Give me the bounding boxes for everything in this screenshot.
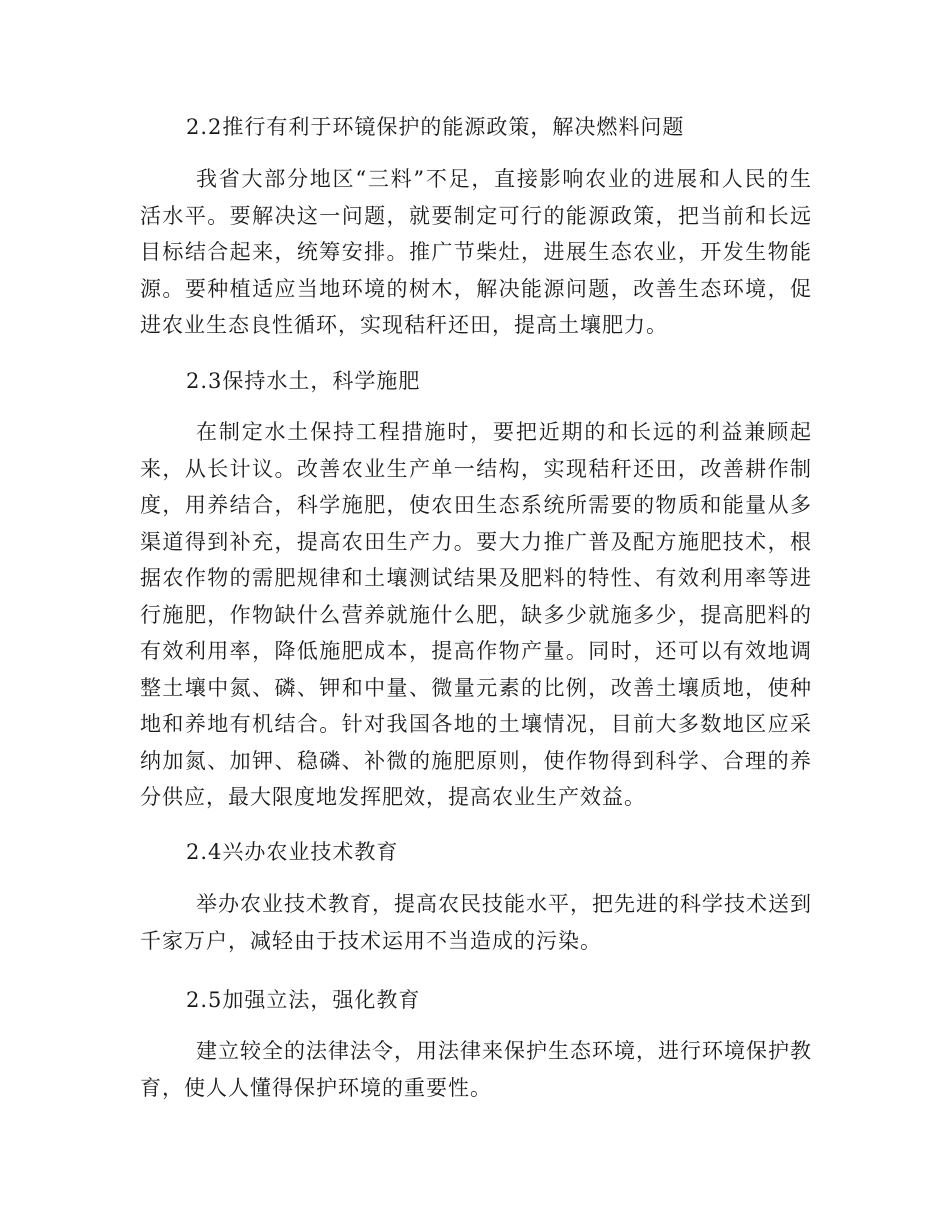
section-heading-2-2: 2.2推行有利于环镜保护的能源政策，解决燃料问题	[186, 115, 685, 139]
section-heading-2-5: 2.5加强立法，强化教育	[186, 988, 421, 1012]
section-paragraph-2-2: 我省大部分地区“三料”不足，直接影响农业的进展和人民的生活水平。要解决这一问题，就要制定可行的能源政策，把当前和长远目标结合起来，统筹安排。推广节柴灶，进展生态农业，开发生物能源。要种植适应当地环境的树木，解决能源问题，改善生态环境，促进农业生态良性循环，实现秸秆还田，提高土壤肥力。	[140, 167, 812, 337]
section-paragraph-2-5: 建立较全的法律法令，用法律来保护生态环境，进行环境保护教育，使人人懂得保护环境的重要性。	[140, 1039, 812, 1100]
section-heading-2-4: 2.4兴办农业技术教育	[186, 840, 399, 864]
section-heading-2-3: 2.3保持水土，科学施肥	[186, 369, 421, 393]
section-paragraph-2-3: 在制定水土保持工程措施时，要把近期的和长远的利益兼顾起来，从长计议。改善农业生产单一结构，实现秸秆还田，改善耕作制度，用养结合，科学施肥，使农田生态系统所需要的物质和能量从多渠道得到补充，提高农田生产力。要大力推广普及配方施肥技术，根据农作物的需肥规律和土壤测试结果及肥料的特性、有效利用率等进行施肥，作物缺什么营养就施什么肥，缺多少就施多少，提高肥料的有效利用率，降低施肥成本，提高作物产量。同时，还可以有效地调整土壤中氮、磷、钾和中量、微量元素的比例，改善土壤质地，使种地和养地有机结合。针对我国各地的土壤情况，目前大多数地区应采纳加氮、加钾、稳磷、补微的施肥原则，使作物得到科学、合理的养分供应，最大限度地发挥肥效，提高农业生产效益。	[140, 420, 812, 809]
section-paragraph-2-4: 举办农业技术教育，提高农民技能水平，把先进的科学技术送到千家万户，减轻由于技术运用不当造成的污染。	[140, 892, 812, 953]
